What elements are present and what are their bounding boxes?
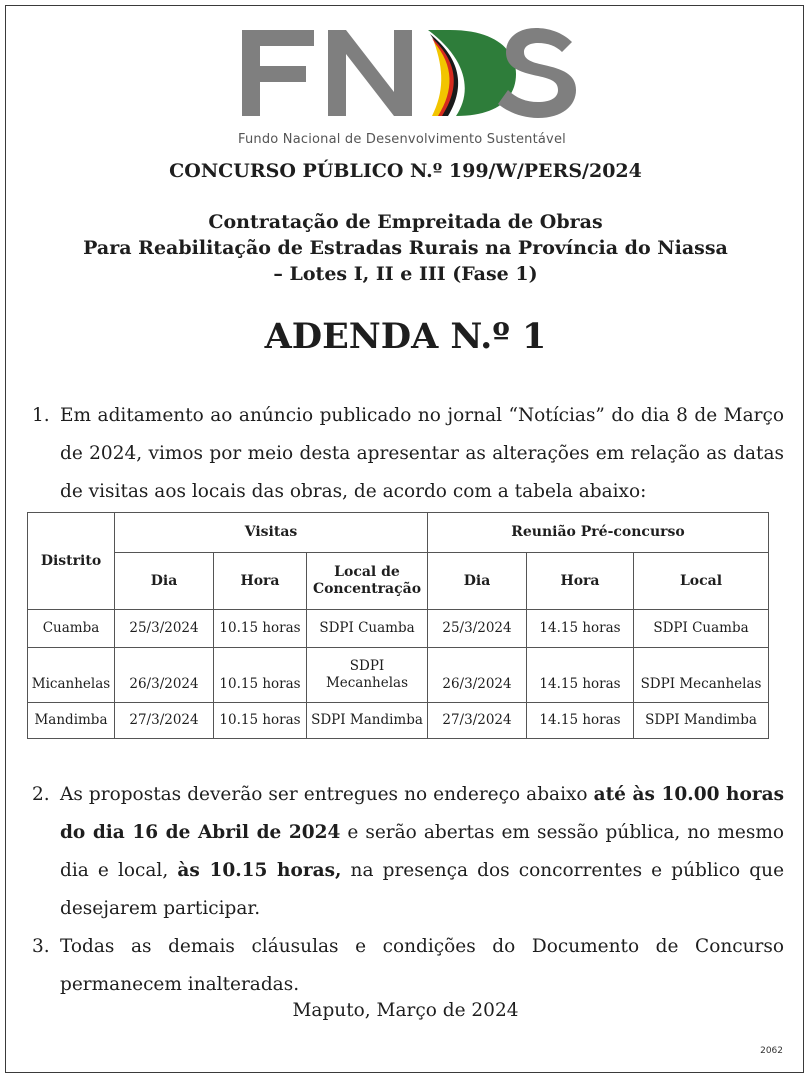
visits-table [27,512,769,739]
paragraph-2-text-c: na presença dos concorrentes e público que desejarem participar. [60,860,785,919]
cell-reuniao-local: SDPI Mecanhelas [634,648,769,703]
cell-reuniao-dia: 26/3/2024 [428,648,527,703]
group-reuniao: Reunião Pré-concurso [428,513,769,553]
cell-visit-local: SDPI Mecanhelas [307,648,428,703]
cell-reuniao-local: SDPI Mandimba [634,703,769,739]
cell-visit-dia: 25/3/2024 [115,610,214,648]
paragraph-3-text: Todas as demais cláusulas e condições do Documento de Concurso permanecem inalteradas. [60,936,784,995]
cell-distrito: Cuamba [28,610,115,648]
cell-visit-dia: 27/3/2024 [115,703,214,739]
col-distrito: Distrito [28,513,115,610]
cell-distrito: Micanhelas [28,648,115,703]
col-visit-hora: Hora [214,553,307,610]
concurso-title: CONCURSO PÚBLICO N.º 199/W/PERS/2024 [169,160,642,182]
cell-visit-local: SDPI Mandimba [307,703,428,739]
paragraph-1 [32,397,784,511]
cell-visit-hora: 10.15 horas [214,610,307,648]
cell-visit-dia: 26/3/2024 [115,648,214,703]
group-visitas: Visitas [115,513,428,553]
table-row [28,648,769,703]
closing-place-date: Maputo, Março de 2024 [292,1000,519,1021]
subtitle-line-2: Para Reabilitação de Estradas Rurais na Província do Niassa [83,237,728,259]
paragraph-1-text: Em aditamento ao anúncio publicado no jornal “Notícias” do dia 8 de Março de 2024, vimos por meio desta apresentar as alterações em relação as datas de visitas aos locais das obras, de acordo com a tabela abaixo: [60,405,784,502]
paragraph-2-text-b: e serão abertas em sessão pública, no mesmo dia e local, [60,822,784,881]
table-row [28,703,769,739]
col-reuniao-hora: Hora [527,553,634,610]
cell-reuniao-dia: 27/3/2024 [428,703,527,739]
fnds-logo-mark [236,22,576,122]
cell-distrito: Mandimba [28,703,115,739]
paragraph-2-deadline: até às 10.00 horas do dia 16 de Abril de 2024 [60,784,784,843]
cell-reuniao-hora: 14.15 horas [527,648,634,703]
col-visit-local: Local de Concentração [307,553,428,610]
logo-tagline: Fundo Nacional de Desenvolvimento Sustentável [238,132,566,147]
paragraph-2-number: 2. [32,784,50,805]
paragraph-2-text-a: As propostas deverão ser entregues no endereço abaixo [60,784,594,805]
paragraph-3 [32,928,784,1004]
adenda-heading: ADENDA N.º 1 [264,316,547,357]
subtitle-line-1: Contratação de Empreitada de Obras [208,211,603,233]
cell-reuniao-hora: 14.15 horas [527,610,634,648]
paragraph-1-number: 1. [32,405,50,426]
cell-visit-hora: 10.15 horas [214,648,307,703]
cell-visit-local: SDPI Cuamba [307,610,428,648]
cell-reuniao-hora: 14.15 horas [527,703,634,739]
col-reuniao-local: Local [634,553,769,610]
cell-reuniao-dia: 25/3/2024 [428,610,527,648]
ad-code: 2062 [760,1046,783,1056]
col-visit-dia: Dia [115,553,214,610]
paragraph-2 [32,776,784,928]
cell-visit-hora: 10.15 horas [214,703,307,739]
fnds-logo [236,22,576,147]
paragraph-3-number: 3. [32,936,50,957]
paragraph-2-opening-time: às 10.15 horas, [177,860,342,881]
subtitle-line-3: – Lotes I, II e III (Fase 1) [273,263,538,285]
paragraph-2-text [60,776,784,928]
cell-reuniao-local: SDPI Cuamba [634,610,769,648]
table-row [28,610,769,648]
col-reuniao-dia: Dia [428,553,527,610]
